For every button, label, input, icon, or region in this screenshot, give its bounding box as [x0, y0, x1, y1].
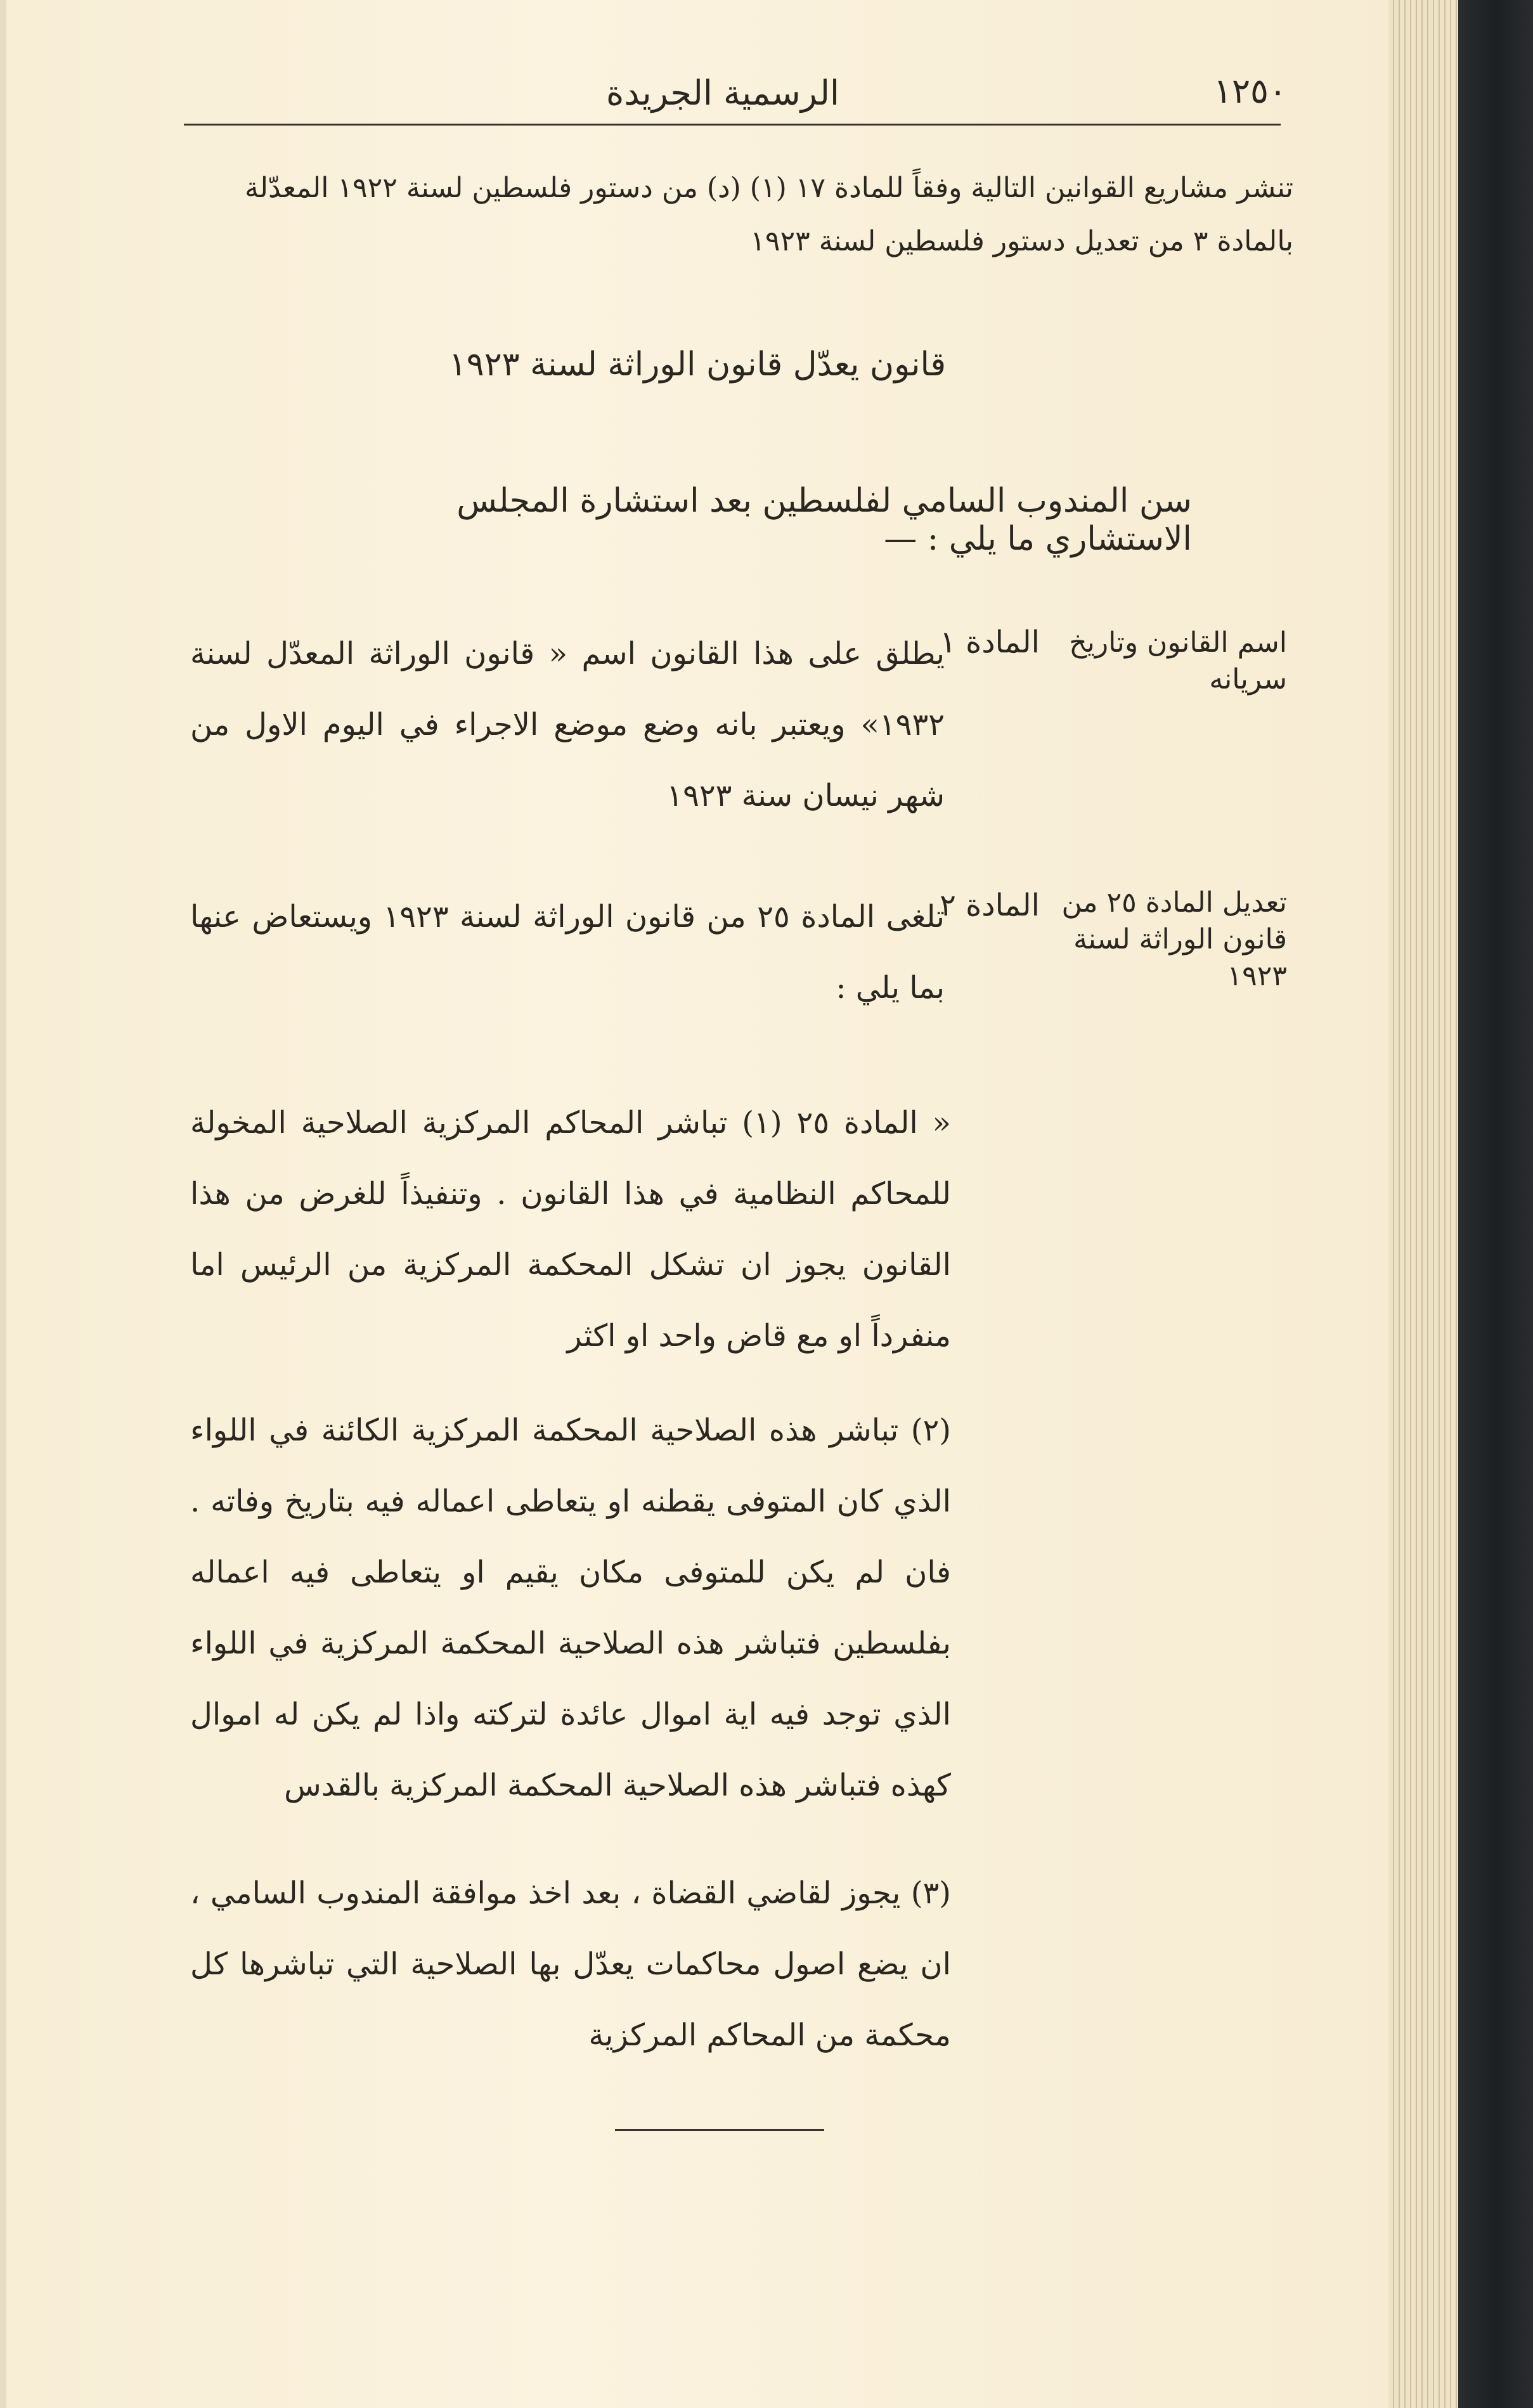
page-number: ١٢٥٠ [1213, 71, 1287, 111]
enactment-clause: سن المندوب السامي لفلسطين بعد استشارة المجلس الاستشاري ما يلي : — [456, 482, 1192, 558]
footer-rule [615, 2129, 824, 2131]
article-1-label: المادة ١ [940, 625, 1040, 660]
intro-paragraph: تنشر مشاريع القوانين التالية وفقاً للمادة ١٧ (١) (د) من دستور فلسطين لسنة ١٩٢٢ المعدّلة بالمادة ٣ من تعديل دستور فلسطين لسنة ١٩٢٣ [245, 172, 1293, 257]
header-rule [184, 124, 1281, 126]
page-edges [1388, 0, 1458, 2408]
law-title: قانون يعدّل قانون الوراثة لسنة ١٩٢٣ [448, 346, 947, 384]
side-note-article-1: اسم القانون وتاريخ سريانه [1069, 626, 1287, 696]
side-note-article-2: تعديل المادة ٢٥ من قانون الوراثة لسنة ١٩٢٣ [1061, 886, 1287, 992]
subsection-1: « المادة ٢٥ (١) تباشر المحاكم المركزية الصلاحية المخولة للمحاكم النظامية في هذا القانون . وتنفيذاً للغرض من هذا القانون يجوز ان تشكل المحكمة المركزية من الرئيس اما منفرداً او مع قاض واحد او اكثر [190, 1105, 952, 1354]
article-1-text: يطلق على هذا القانون اسم « قانون الوراثة المعدّل لسنة ١٩٣٢» ويعتبر بانه وضع موضع الاجراء في اليوم الاول من شهر نيسان سنة ١٩٢٣ [190, 636, 945, 813]
article-2-text: تلغى المادة ٢٥ من قانون الوراثة لسنة ١٩٢٣ ويستعاض عنها بما يلي : [190, 899, 945, 1006]
running-head: الرسمية الجريدة [606, 73, 839, 113]
book-cover [1458, 0, 1533, 2408]
subsection-2: (٢) تباشر هذه الصلاحية المحكمة المركزية الكائنة في اللواء الذي كان المتوفى يقطنه او يتعاطى اعماله فيه بتاريخ وفاته . فان لم يكن للمتوفى مكان يقيم او يتعاطى فيه اعماله بفلسطين فتباشر هذه الصلاحية المحكمة المركزية في اللواء الذي توجد فيه اية اموال عائدة لتركته واذا لم يكن له اموال كهذه فتباشر هذه الصلاحية المحكمة المركزية بالقدس [190, 1413, 952, 1803]
subsection-3: (٣) يجوز لقاضي القضاة ، بعد اخذ موافقة المندوب السامي ، ان يضع اصول محاكمات يعدّل بها الصلاحية التي تباشرها كل محكمة من المحاكم المركزية [190, 1875, 951, 2053]
article-2-label: المادة ٢ [940, 888, 1040, 923]
